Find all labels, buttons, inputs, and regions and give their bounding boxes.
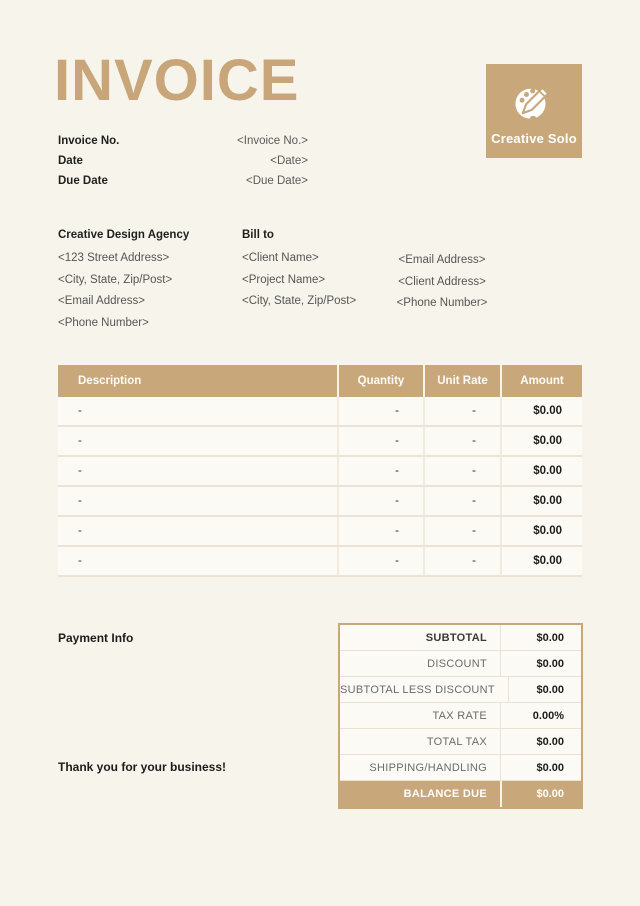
balance-due-row	[340, 781, 581, 807]
sender-block	[58, 229, 189, 334]
total-tax-row	[340, 729, 581, 755]
invoice-date-label: Date	[58, 155, 83, 167]
table-row	[58, 457, 582, 487]
unit-rate-cell[interactable]: -	[423, 487, 500, 515]
table-row	[58, 547, 582, 577]
palette-icon	[511, 79, 557, 125]
quantity-cell[interactable]: -	[337, 457, 423, 485]
balance-due-value: $0.00	[500, 781, 581, 807]
table-row	[58, 517, 582, 547]
invoice-number-field[interactable]: <Invoice No.>	[237, 135, 308, 147]
company-logo-label: Creative Solo	[491, 131, 577, 146]
unit-rate-cell[interactable]: -	[423, 427, 500, 455]
invoice-number-row	[58, 131, 308, 151]
sender-phone-field[interactable]: <Phone Number>	[58, 316, 149, 329]
table-row	[58, 397, 582, 427]
sender-email-field[interactable]: <Email Address>	[58, 295, 145, 307]
table-row	[58, 427, 582, 457]
column-header-description: Description	[78, 375, 142, 387]
items-table	[58, 365, 582, 577]
quantity-cell[interactable]: -	[337, 487, 423, 515]
unit-rate-cell[interactable]: -	[423, 517, 500, 545]
client-address-field[interactable]: <Client Address>	[398, 275, 486, 288]
description-cell[interactable]: -	[78, 555, 82, 567]
amount-cell: $0.00	[500, 517, 582, 545]
totals-summary-table	[338, 623, 583, 809]
project-name-field[interactable]: <Project Name>	[242, 273, 326, 286]
shipping-handling-row	[340, 755, 581, 781]
table-row	[58, 487, 582, 517]
subtotal-label: SUBTOTAL	[425, 631, 487, 644]
invoice-meta	[58, 131, 308, 191]
invoice-number-label: Invoice No.	[58, 135, 120, 147]
bill-to-block	[242, 229, 356, 313]
subtotal-less-discount-row	[340, 677, 581, 703]
unit-rate-cell[interactable]: -	[423, 547, 500, 575]
bill-to-title: Bill to	[242, 229, 274, 241]
subtotal-less-discount-label: SUBTOTAL LESS DISCOUNT	[340, 683, 495, 696]
tax-rate-label: TAX RATE	[432, 709, 487, 722]
invoice-date-row	[58, 151, 308, 171]
client-phone-field[interactable]: <Phone Number>	[396, 297, 488, 309]
subtotal-less-discount-value: $0.00	[508, 677, 581, 702]
description-cell[interactable]: -	[78, 405, 82, 417]
invoice-due-date-row	[58, 171, 308, 191]
amount-cell: $0.00	[500, 547, 582, 575]
subtotal-row	[340, 625, 581, 651]
balance-due-label: BALANCE DUE	[403, 788, 487, 800]
quantity-cell[interactable]: -	[337, 397, 423, 425]
thank-you-message: Thank you for your business!	[58, 760, 227, 774]
invoice-due-date-field[interactable]: <Due Date>	[245, 175, 308, 187]
total-tax-label: TOTAL TAX	[426, 735, 487, 748]
amount-cell: $0.00	[500, 487, 582, 515]
quantity-cell[interactable]: -	[337, 547, 423, 575]
tax-rate-value: 0.00%	[500, 703, 581, 728]
description-cell[interactable]: -	[78, 525, 82, 537]
invoice-title: INVOICE	[54, 48, 300, 113]
amount-cell: $0.00	[500, 397, 582, 425]
discount-value: $0.00	[500, 651, 581, 676]
description-cell[interactable]: -	[78, 435, 82, 447]
total-tax-value: $0.00	[500, 729, 581, 754]
amount-cell: $0.00	[500, 427, 582, 455]
unit-rate-cell[interactable]: -	[423, 397, 500, 425]
client-contact-block	[382, 250, 502, 315]
invoice-due-date-label: Due Date	[58, 175, 108, 187]
shipping-handling-value: $0.00	[500, 755, 581, 780]
payment-info-label: Payment Info	[58, 631, 134, 645]
client-city-field[interactable]: <City, State, Zip/Post>	[242, 295, 357, 307]
column-header-amount: Amount	[500, 365, 582, 397]
amount-cell: $0.00	[500, 457, 582, 485]
items-table-header	[58, 365, 582, 397]
discount-row	[340, 651, 581, 677]
discount-label: DISCOUNT	[427, 657, 487, 670]
company-logo	[486, 64, 582, 158]
sender-street-field[interactable]: <123 Street Address>	[58, 252, 170, 264]
sender-title: Creative Design Agency	[58, 229, 190, 241]
quantity-cell[interactable]: -	[337, 517, 423, 545]
client-email-field[interactable]: <Email Address>	[398, 254, 486, 266]
tax-rate-row	[340, 703, 581, 729]
description-cell[interactable]: -	[78, 465, 82, 477]
client-name-field[interactable]: <Client Name>	[242, 252, 319, 264]
quantity-cell[interactable]: -	[337, 427, 423, 455]
shipping-handling-label: SHIPPING/HANDLING	[369, 761, 487, 774]
description-cell[interactable]: -	[78, 495, 82, 507]
column-header-quantity: Quantity	[337, 365, 423, 397]
invoice-date-field[interactable]: <Date>	[270, 155, 308, 167]
sender-city-field[interactable]: <City, State, Zip/Post>	[58, 273, 173, 286]
column-header-unit-rate: Unit Rate	[423, 365, 500, 397]
subtotal-value: $0.00	[500, 625, 581, 650]
unit-rate-cell[interactable]: -	[423, 457, 500, 485]
